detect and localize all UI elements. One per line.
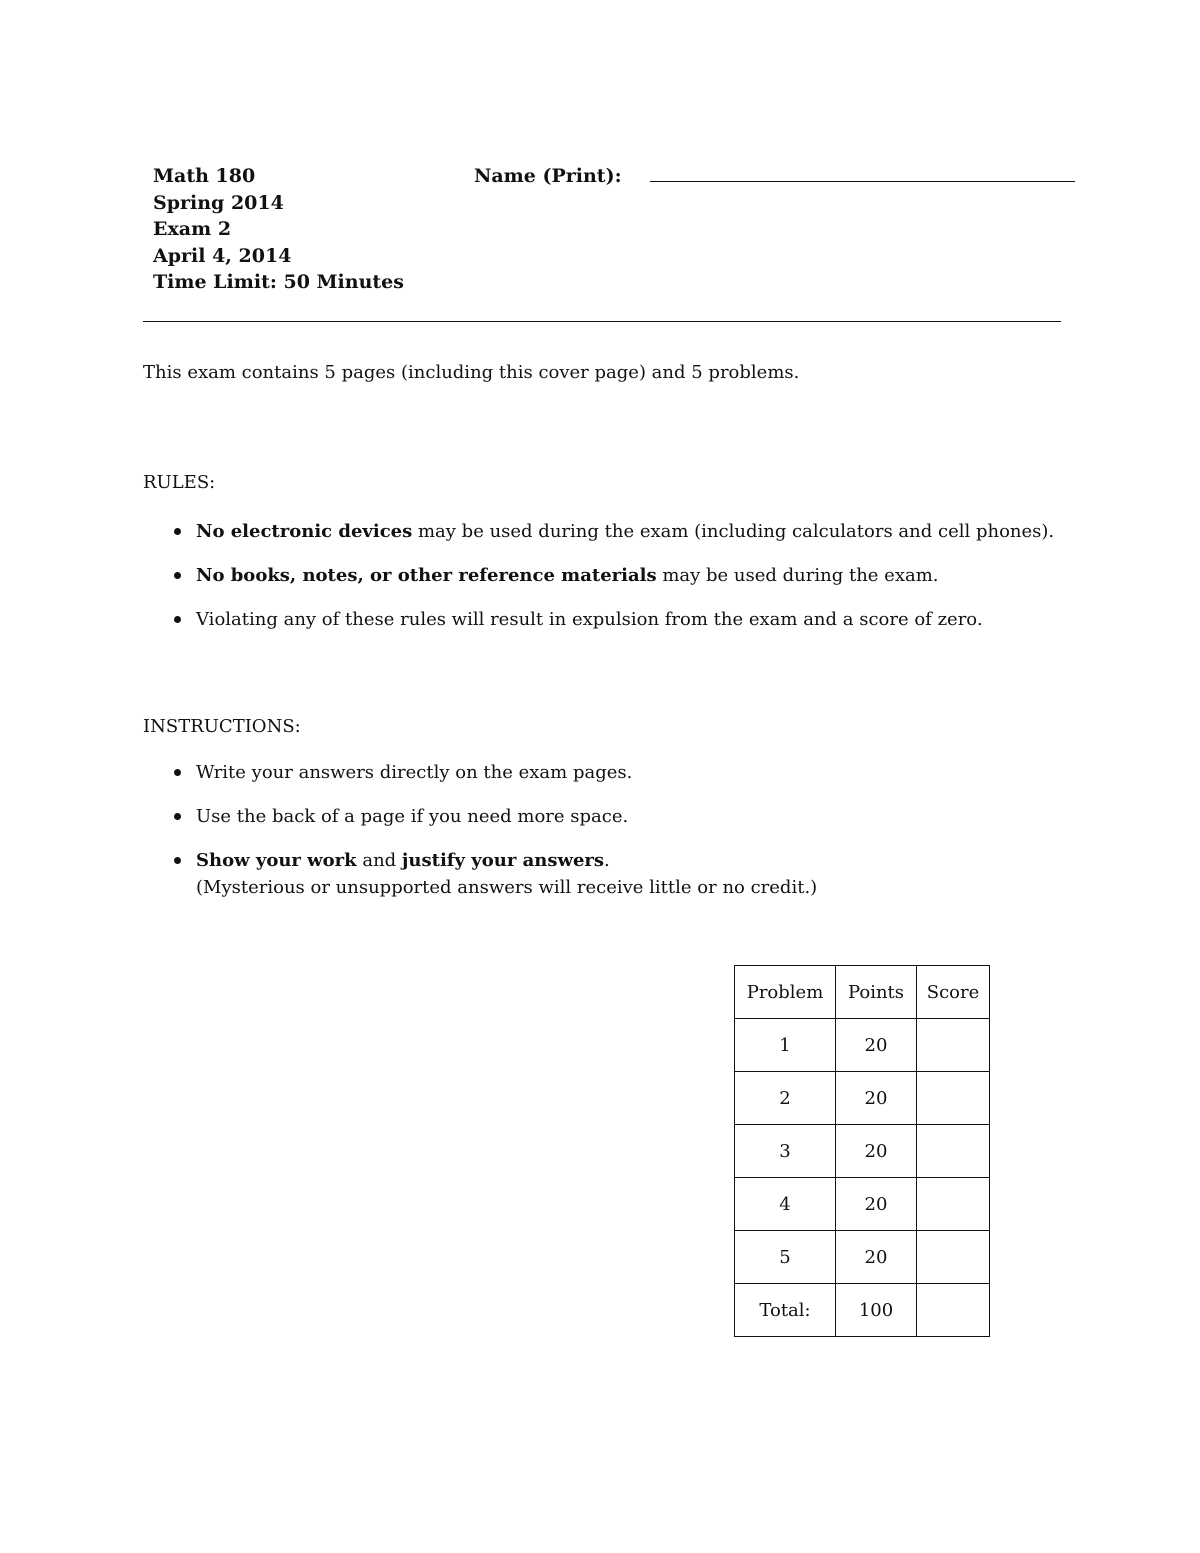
list-item: No books, notes, or other reference materials may be used during the exam. (172, 562, 1054, 589)
table-row (735, 1072, 990, 1125)
column-header: Points (836, 966, 917, 1019)
instructions-heading: INSTRUCTIONS: (143, 716, 301, 737)
term: Spring 2014 (153, 191, 284, 214)
list-item: Use the back of a page if you need more space. (172, 803, 817, 830)
table-row (735, 1019, 990, 1072)
rules-list (172, 518, 1054, 633)
problem-cell: 1 (735, 1019, 836, 1072)
problem-cell: 3 (735, 1125, 836, 1178)
column-header: Problem (735, 966, 836, 1019)
list-item: Write your answers directly on the exam pages. (172, 759, 817, 786)
points-cell: 20 (836, 1072, 917, 1125)
score-cell[interactable] (917, 1178, 990, 1231)
total-score-cell[interactable] (917, 1284, 990, 1337)
name-field-line[interactable] (650, 181, 1075, 182)
table-header-row (735, 966, 990, 1019)
exam-number: Exam 2 (153, 218, 232, 240)
exam-header-info (153, 163, 404, 296)
points-cell: 20 (836, 1231, 917, 1284)
problem-cell: 2 (735, 1072, 836, 1125)
score-cell[interactable] (917, 1231, 990, 1284)
bullet-icon (174, 528, 181, 535)
problem-cell: 4 (735, 1178, 836, 1231)
list-item: Show your work and justify your answers. (Mysterious or unsupported answers will receive little or no credit.) (172, 847, 817, 901)
list-item: Violating any of these rules will result in expulsion from the exam and a score of zero. (172, 606, 1054, 633)
list-item: No electronic devices may be used during the exam (including calculators and cell phones). (172, 518, 1054, 545)
bullet-icon (174, 813, 181, 820)
bullet-icon (174, 857, 181, 864)
problem-cell: 5 (735, 1231, 836, 1284)
table-row (735, 1178, 990, 1231)
score-cell[interactable] (917, 1125, 990, 1178)
column-header: Score (917, 966, 990, 1019)
instruction-note: (Mysterious or unsupported answers will receive little or no credit.) (196, 877, 818, 898)
total-label-cell: Total: (735, 1284, 836, 1337)
table-row (735, 1231, 990, 1284)
points-cell: 20 (836, 1125, 917, 1178)
points-cell: 20 (836, 1019, 917, 1072)
exam-date: April 4, 2014 (153, 244, 292, 267)
bullet-icon (174, 572, 181, 579)
points-cell: 20 (836, 1178, 917, 1231)
table-total-row (735, 1284, 990, 1337)
name-label: Name (Print): (474, 165, 622, 187)
bullet-icon (174, 616, 181, 623)
score-table (734, 965, 990, 1337)
header-divider (143, 321, 1061, 322)
table-row (735, 1125, 990, 1178)
bullet-icon (174, 769, 181, 776)
total-points-cell: 100 (836, 1284, 917, 1337)
instructions-list (172, 759, 817, 901)
rules-heading: RULES: (143, 472, 216, 493)
score-cell[interactable] (917, 1019, 990, 1072)
time-limit: Time Limit: 50 Minutes (153, 271, 404, 293)
course-name: Math 180 (153, 165, 256, 187)
score-cell[interactable] (917, 1072, 990, 1125)
intro-text: This exam contains 5 pages (including this cover page) and 5 problems. (143, 362, 800, 383)
